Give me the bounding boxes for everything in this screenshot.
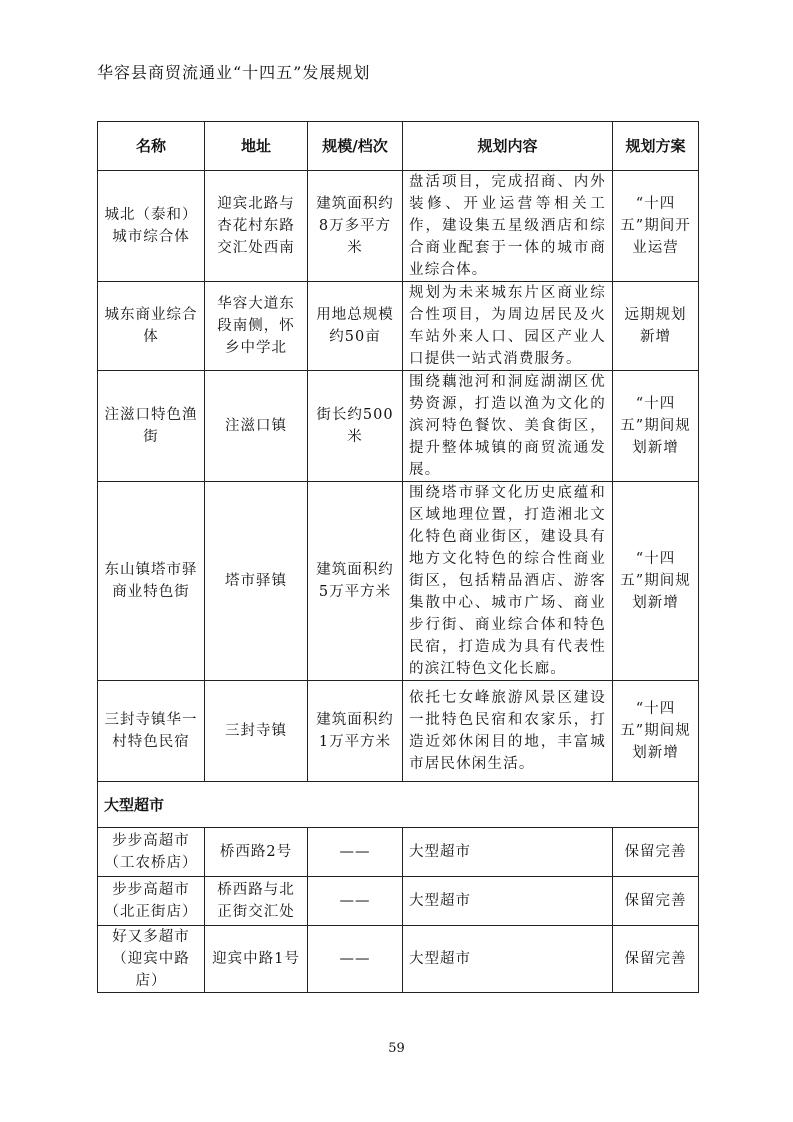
column-header-name: 名称 bbox=[98, 122, 205, 171]
cell-content: 大型超市 bbox=[403, 828, 613, 877]
table-row bbox=[98, 482, 699, 681]
column-header-plan: 规划方案 bbox=[613, 122, 699, 171]
cell-scale: —— bbox=[308, 828, 403, 877]
cell-name: 步步高超市（工农桥店） bbox=[98, 828, 205, 877]
cell-name: 注滋口特色渔街 bbox=[98, 371, 205, 482]
cell-name: 三封寺镇华一村特色民宿 bbox=[98, 681, 205, 782]
cell-address: 注滋口镇 bbox=[205, 371, 308, 482]
section-row bbox=[98, 782, 699, 828]
cell-plan: “十四五”期间规划新增 bbox=[613, 681, 699, 782]
cell-content: 大型超市 bbox=[403, 877, 613, 926]
cell-plan: 远期规划新增 bbox=[613, 282, 699, 371]
cell-plan: 保留完善 bbox=[613, 877, 699, 926]
cell-name: 城东商业综合体 bbox=[98, 282, 205, 371]
table-row bbox=[98, 877, 699, 926]
cell-name: 城北（泰和）城市综合体 bbox=[98, 171, 205, 282]
column-header-scale: 规模/档次 bbox=[308, 122, 403, 171]
cell-address: 塔市驿镇 bbox=[205, 482, 308, 681]
cell-name: 东山镇塔市驿商业特色街 bbox=[98, 482, 205, 681]
running-header: 华容县商贸流通业“十四五”发展规划 bbox=[97, 63, 371, 82]
cell-content: 盘活项目，完成招商、内外装修、开业运营等相关工作，建设集五星级酒店和综合商业配套于一体的城市商业综合体。 bbox=[403, 171, 613, 282]
cell-content: 围绕塔市驿文化历史底蕴和区域地理位置，打造湘北文化特色商业街区，建设具有地方文化特色的综合性商业街区，包括精品酒店、游客集散中心、城市广场、商业步行街、商业综合体和特色民宿，打造成为具有代表性的滨江特色文化长廊。 bbox=[403, 482, 613, 681]
cell-scale: 用地总规模约50亩 bbox=[308, 282, 403, 371]
cell-content: 围绕藕池河和洞庭湖湖区优势资源，打造以渔为文化的滨河特色餐饮、美食街区，提升整体城镇的商贸流通发展。 bbox=[403, 371, 613, 482]
cell-name: 好又多超市（迎宾中路店） bbox=[98, 926, 205, 993]
cell-plan: “十四五”期间开业运营 bbox=[613, 171, 699, 282]
section-title: 大型超市 bbox=[98, 782, 699, 828]
cell-content: 大型超市 bbox=[403, 926, 613, 993]
table-row bbox=[98, 171, 699, 282]
page-number: 59 bbox=[388, 1041, 405, 1056]
table-row bbox=[98, 926, 699, 993]
cell-scale: 建筑面积约8万多平方米 bbox=[308, 171, 403, 282]
cell-address: 桥西路2号 bbox=[205, 828, 308, 877]
table-header-row bbox=[98, 122, 699, 171]
cell-scale: —— bbox=[308, 926, 403, 993]
cell-content: 依托七女峰旅游风景区建设一批特色民宿和农家乐，打造近郊休闲目的地，丰富城市居民休闲生活。 bbox=[403, 681, 613, 782]
cell-scale: 建筑面积约5万平方米 bbox=[308, 482, 403, 681]
cell-address: 迎宾北路与杏花村东路交汇处西南 bbox=[205, 171, 308, 282]
cell-plan: “十四五”期间规划新增 bbox=[613, 482, 699, 681]
cell-address: 三封寺镇 bbox=[205, 681, 308, 782]
cell-address: 迎宾中路1号 bbox=[205, 926, 308, 993]
cell-name: 步步高超市（北正街店） bbox=[98, 877, 205, 926]
cell-address: 华容大道东段南侧，怀乡中学北 bbox=[205, 282, 308, 371]
cell-plan: 保留完善 bbox=[613, 828, 699, 877]
table-row bbox=[98, 681, 699, 782]
column-header-address: 地址 bbox=[205, 122, 308, 171]
cell-address: 桥西路与北正街交汇处 bbox=[205, 877, 308, 926]
table-row bbox=[98, 371, 699, 482]
cell-content: 规划为未来城东片区商业综合性项目，为周边居民及火车站外来人口、园区产业人口提供一站式消费服务。 bbox=[403, 282, 613, 371]
cell-scale: —— bbox=[308, 877, 403, 926]
cell-plan: “十四五”期间规划新增 bbox=[613, 371, 699, 482]
cell-scale: 街长约500米 bbox=[308, 371, 403, 482]
column-header-content: 规划内容 bbox=[403, 122, 613, 171]
cell-plan: 保留完善 bbox=[613, 926, 699, 993]
table-row bbox=[98, 828, 699, 877]
cell-scale: 建筑面积约1万平方米 bbox=[308, 681, 403, 782]
table-row bbox=[98, 282, 699, 371]
planning-table bbox=[97, 121, 699, 993]
